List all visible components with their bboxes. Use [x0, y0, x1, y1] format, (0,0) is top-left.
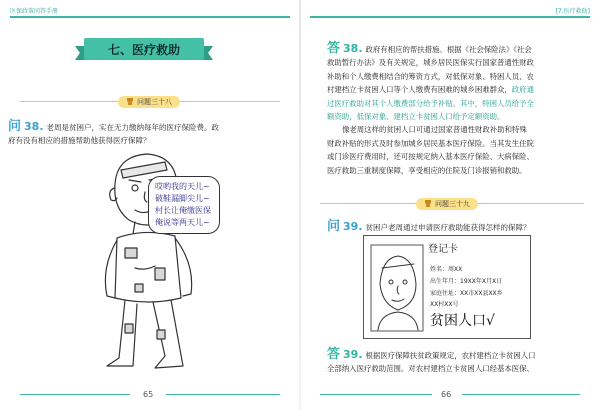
answer-highlight: 过医疗救助对其个人缴费部分给予补贴。其中，特困人员给予全	[327, 98, 534, 108]
question-badge-row	[20, 96, 280, 108]
question-line: 府有没有相应的措施帮助他获得医疗保障？	[8, 136, 151, 145]
answer-number: 39.	[343, 348, 363, 361]
question-badge-label: 问题三十八	[137, 98, 172, 106]
question-line: 老周是贫困户，实在无力缴纳每年的医疗保险费。政	[46, 123, 220, 132]
answer-highlight: 政府通	[511, 85, 534, 95]
page-number-left: 65	[143, 390, 154, 399]
answer-highlight: 额资助，低保对象、建档立卡贫困人口给予定额资助。	[327, 112, 505, 122]
answer-line: 财政补贴的形式及时参加城乡居民基本医疗保险。当其发生住院	[327, 138, 534, 148]
answer-line: 根据医疗保障扶贫政策规定，农村建档立卡贫困人口	[365, 351, 536, 360]
question-badge-row	[320, 198, 584, 210]
card-address: 家庭住址：XX市XX县XX乡	[430, 290, 503, 297]
card-birth: 出生年月：19XX年X月X日	[430, 278, 503, 285]
question-prefix: 问	[327, 219, 341, 234]
card-status: 贫困人口√	[430, 313, 495, 329]
question-line: 贫困户老周通过申请医疗救助能获得怎样的保障？	[365, 223, 531, 232]
speech-line: 哎哟我的天儿~	[155, 182, 210, 191]
question-badge-label: 问题三十九	[435, 200, 470, 208]
answer-line: 政府有相应的帮扶措施。根据《社会保险法》《社会	[365, 45, 532, 54]
answer-line: 像老周这样的贫困人口可通过国家普通性财政补助和特殊	[342, 125, 527, 135]
answer-line: 救助暂行办法》及有关规定，城乡居民医保实行国家普通性财政	[327, 58, 534, 68]
header-rule-right	[310, 16, 590, 18]
footer-rule-left-2	[166, 394, 280, 395]
answer-38	[327, 42, 589, 177]
question-badge	[416, 198, 478, 210]
answer-line: 或门诊医疗费用时，还可按规定纳入基本医疗保险、大病保险、	[327, 152, 534, 162]
book-gutter	[299, 0, 301, 410]
question-39	[327, 220, 589, 234]
answer-39	[327, 348, 589, 376]
question-number: 39.	[343, 220, 363, 233]
question-badge	[118, 96, 180, 108]
footer-rule-right	[320, 394, 432, 395]
running-header-right: [7.医疗救助]	[555, 8, 590, 15]
registration-card	[363, 235, 531, 339]
portrait-photo	[370, 244, 424, 332]
answer-prefix: 答	[327, 41, 341, 56]
answer-line: 补助和个人缴费相结合的筹资方式，对低保对象、特困人员、农	[327, 71, 534, 81]
question-number: 38.	[24, 120, 44, 133]
running-header-left: 医保政策问答手册	[10, 8, 59, 15]
footer-rule-left	[20, 394, 130, 395]
header-rule-left	[10, 16, 290, 18]
answer-line: 全部纳入医疗救助范围。对农村建档立卡贫困人口经基本医保、	[327, 364, 534, 374]
speech-line: 俺说等两天儿~	[155, 218, 210, 227]
answer-line: 医疗救助三重制度保障，享受相应的住院及门诊报销和救助。	[327, 165, 527, 175]
trophy-icon	[126, 98, 134, 106]
speech-line: 破鞋漏脚尖儿~	[155, 194, 210, 203]
card-address-cont: XX村XX号	[430, 301, 459, 308]
chapter-title: 七、医疗救助	[84, 38, 204, 60]
chapter-ribbon	[84, 38, 204, 64]
question-prefix: 问	[8, 119, 22, 134]
card-title: 登记卡	[428, 244, 458, 255]
footer-rule-right-2	[462, 394, 580, 395]
answer-line: 村建档立卡贫困人口等个人缴费有困难的城乡困难群众，	[327, 85, 512, 95]
question-38	[8, 120, 293, 147]
trophy-icon	[424, 200, 432, 208]
answer-prefix: 答	[327, 347, 341, 362]
speech-line: 村长让俺缴医保	[155, 206, 211, 215]
page-number-right: 66	[441, 390, 452, 399]
card-name: 姓名：周XX	[430, 266, 463, 273]
answer-number: 38.	[343, 42, 363, 55]
speech-bubble	[148, 176, 220, 234]
